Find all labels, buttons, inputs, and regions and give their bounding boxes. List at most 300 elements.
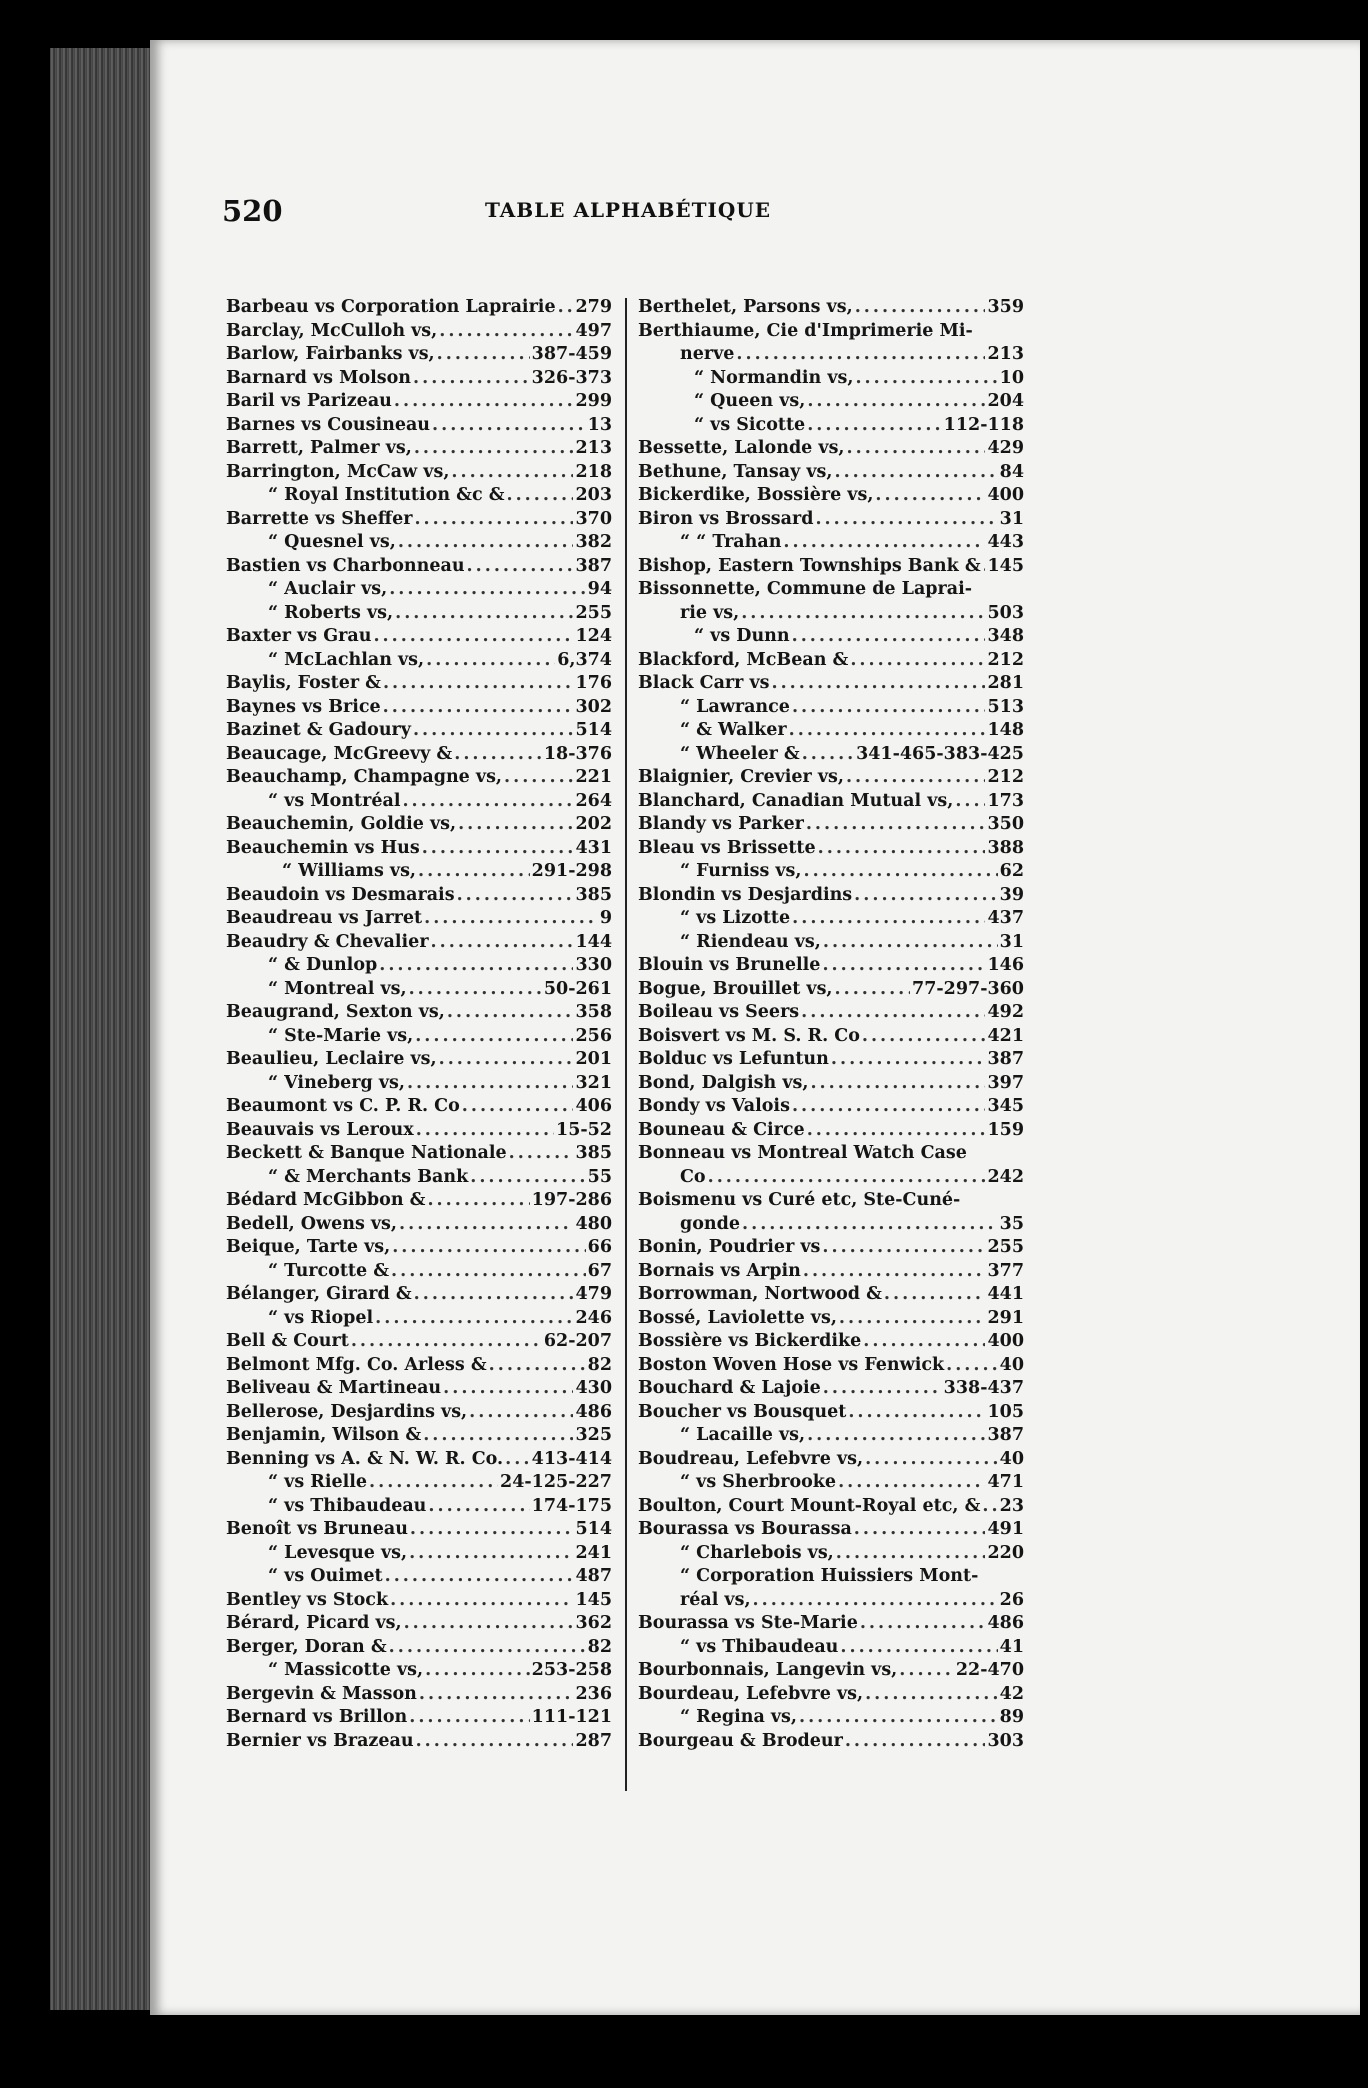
page-reference: 514 <box>575 1519 612 1539</box>
dot-leader <box>413 719 574 743</box>
dot-leader <box>792 625 986 649</box>
page-reference: 264 <box>575 790 612 811</box>
page-reference: 9 <box>599 908 612 928</box>
page-reference: 202 <box>575 814 612 834</box>
page-reference: 94 <box>587 579 612 599</box>
dot-leader <box>457 884 574 908</box>
page-reference: 397 <box>987 1072 1024 1093</box>
index-entry <box>638 1377 1024 1401</box>
page-reference: 31 <box>999 508 1024 529</box>
dot-leader <box>416 1119 554 1143</box>
entry-name: “ Vineberg vs, <box>268 1072 405 1093</box>
page-reference: 82 <box>587 1636 612 1657</box>
entry-name: Bickerdike, Bossière vs, <box>638 485 874 505</box>
page-reference: 400 <box>987 485 1024 505</box>
index-entry <box>638 484 1024 508</box>
dot-leader <box>848 1401 985 1425</box>
entry-name: Barlow, Fairbanks vs, <box>226 344 435 364</box>
index-entry <box>226 1518 612 1542</box>
page-reference: 370 <box>575 508 612 529</box>
index-entry <box>638 931 1024 955</box>
index-entry <box>226 1213 612 1237</box>
entry-name: Bossé, Laviolette vs, <box>638 1307 837 1328</box>
page-reference: 255 <box>575 602 612 623</box>
page-reference: 443 <box>987 532 1024 552</box>
page-reference: 67 <box>587 1260 612 1281</box>
dot-leader <box>946 1354 998 1378</box>
dot-leader <box>823 931 998 955</box>
dot-leader <box>407 1072 574 1096</box>
entry-name: Bleau vs Brissette <box>638 837 816 858</box>
entry-name: Barclay, McCulloh vs, <box>226 320 438 341</box>
page-reference: 358 <box>575 1002 612 1022</box>
entry-name: Bazinet & Gadoury <box>226 720 411 740</box>
entry-name: “ Montreal vs, <box>268 978 407 999</box>
index-entry <box>638 602 1024 626</box>
page-reference: 84 <box>999 461 1024 482</box>
dot-leader <box>419 1683 574 1707</box>
dot-leader <box>391 1260 586 1284</box>
page-reference: 31 <box>999 931 1024 952</box>
entry-name: Benning vs A. & N. W. R. Co. <box>226 1448 504 1469</box>
dot-leader <box>955 790 985 814</box>
dot-leader <box>415 1025 573 1049</box>
dot-leader <box>803 1260 986 1284</box>
dot-leader <box>822 954 985 978</box>
page-reference: 486 <box>987 1613 1024 1633</box>
entry-name: “ & Dunlop <box>268 955 378 975</box>
index-entry <box>638 320 1024 344</box>
entry-name: Beauchemin, Goldie vs, <box>226 814 457 834</box>
entry-name: Benoît vs Bruneau <box>226 1519 408 1539</box>
dot-leader <box>390 1589 573 1613</box>
entry-name: Bastien vs Charbonneau <box>226 555 465 576</box>
page-reference: 321 <box>575 1072 612 1093</box>
index-entry <box>226 320 612 344</box>
dot-leader <box>427 1189 529 1213</box>
entry-name: Beaudry & Chevalier <box>226 931 429 952</box>
entry-name: Berthelet, Parsons vs, <box>638 297 853 317</box>
dot-leader <box>792 696 986 720</box>
dot-leader <box>783 531 985 555</box>
index-entry <box>226 1189 612 1213</box>
page-reference: 255 <box>987 1237 1024 1257</box>
entry-name: “ vs Dunn <box>694 626 790 646</box>
index-entry <box>226 1095 612 1119</box>
entry-name: Barrington, McCaw vs, <box>226 461 450 482</box>
page-reference: 359 <box>987 297 1024 317</box>
dot-leader <box>369 1471 498 1495</box>
page-reference: 480 <box>575 1213 612 1234</box>
index-entry <box>638 1213 1024 1237</box>
index-entry <box>226 1448 612 1472</box>
page-reference: 40 <box>999 1448 1024 1469</box>
entry-name: “ Normandin vs, <box>694 367 854 388</box>
dot-leader <box>807 1424 985 1448</box>
page-reference: 148 <box>987 720 1024 740</box>
index-entry <box>226 1119 612 1143</box>
dot-leader <box>418 860 530 884</box>
index-entry <box>638 1471 1024 1495</box>
page-reference: 291 <box>987 1307 1024 1328</box>
entry-name: Blaignier, Crevier vs, <box>638 767 844 787</box>
dot-leader <box>379 954 573 978</box>
index-entry <box>638 1706 1024 1730</box>
entry-name: “ vs Sherbrooke <box>680 1472 837 1492</box>
entry-name: “ Furniss vs, <box>680 861 802 881</box>
entry-name: Bouchard & Lajoie <box>638 1378 821 1398</box>
running-head-title: TABLE ALPHABÉTIQUE <box>485 198 772 222</box>
entry-name: “ Queen vs, <box>694 391 806 411</box>
index-entry <box>638 578 1024 602</box>
dot-leader <box>840 1636 997 1660</box>
entry-name: “ vs Lizotte <box>680 908 791 928</box>
index-entry <box>638 978 1024 1002</box>
dot-leader <box>402 790 573 814</box>
dot-leader <box>413 367 530 391</box>
dot-leader <box>982 1495 997 1519</box>
dot-leader <box>855 367 997 391</box>
entry-name: Boudreau, Lefebvre vs, <box>638 1448 864 1469</box>
entry-name: Bond, Dalgish vs, <box>638 1072 809 1093</box>
index-entry <box>638 884 1024 908</box>
dot-leader <box>392 1236 585 1260</box>
index-entry <box>226 1001 612 1025</box>
dot-leader <box>424 907 598 931</box>
index-entry <box>638 1354 1024 1378</box>
entry-name: “ vs Thibaudeau <box>268 1495 427 1516</box>
entry-name: Bourbonnais, Langevin vs, <box>638 1660 898 1680</box>
page-reference: 431 <box>575 837 612 858</box>
index-entry <box>226 719 612 743</box>
entry-name: “ & Walker <box>680 720 787 740</box>
dot-leader <box>708 1166 986 1190</box>
entry-name: Bélanger, Girard & <box>226 1284 412 1304</box>
dot-leader <box>854 884 997 908</box>
page-reference: 221 <box>575 767 612 787</box>
dot-leader <box>462 1095 574 1119</box>
page-reference: 40 <box>999 1354 1024 1375</box>
index-entry <box>638 766 1024 790</box>
index-entry <box>226 602 612 626</box>
index-entry <box>226 860 612 884</box>
page-reference: 503 <box>987 602 1024 623</box>
page-reference: 429 <box>987 438 1024 458</box>
index-entry <box>638 1518 1024 1542</box>
index-entry <box>638 1683 1024 1707</box>
entry-name: Bernard vs Brillon <box>226 1707 408 1727</box>
dot-leader <box>865 1448 998 1472</box>
index-entry <box>638 508 1024 532</box>
index-entry <box>226 1683 612 1707</box>
entry-name: Bourassa vs Ste-Marie <box>638 1613 858 1633</box>
entry-name: Blackford, McBean & <box>638 649 849 670</box>
page-reference: 22-470 <box>955 1660 1024 1680</box>
entry-name: Bessette, Lalonde vs, <box>638 438 845 458</box>
index-entry <box>226 1048 612 1072</box>
entry-name: “ Auclair vs, <box>268 579 388 599</box>
entry-name: Benjamin, Wilson & <box>226 1425 422 1445</box>
page-reference: 145 <box>575 1589 612 1610</box>
index-entry <box>638 1236 1024 1260</box>
dot-leader <box>862 1025 986 1049</box>
dot-leader <box>389 1636 586 1660</box>
entry-name: Bedell, Owens vs, <box>226 1213 398 1234</box>
entry-name: Belmont Mfg. Co. Arless & <box>226 1354 487 1375</box>
page-reference: 201 <box>575 1049 612 1069</box>
page-reference: 212 <box>987 767 1024 787</box>
entry-name: Beaudreau vs Jarret <box>226 908 423 928</box>
index-entry <box>638 1330 1024 1354</box>
page-reference: 246 <box>575 1307 612 1328</box>
index-entry <box>226 296 612 320</box>
page-reference: 176 <box>575 673 612 693</box>
page-reference: 287 <box>575 1730 612 1751</box>
index-entry <box>638 743 1024 767</box>
page-reference: 491 <box>987 1519 1024 1539</box>
entry-name: “ Corporation Huissiers Mont- <box>680 1566 979 1586</box>
index-entry <box>226 1706 612 1730</box>
entry-name: Beauchamp, Champagne vs, <box>226 767 503 787</box>
entry-name: Blanchard, Canadian Mutual vs, <box>638 790 954 811</box>
index-entry <box>226 954 612 978</box>
index-entry <box>226 1330 612 1354</box>
index-entry <box>638 813 1024 837</box>
dot-leader <box>432 414 586 438</box>
dot-leader <box>799 1706 998 1730</box>
entry-name: Bédard McGibbon & <box>226 1190 426 1210</box>
index-entry <box>638 860 1024 884</box>
page-reference: 39 <box>999 884 1024 905</box>
page-reference: 362 <box>575 1613 612 1633</box>
entry-name: Bossière vs Bickerdike <box>638 1331 862 1351</box>
page-reference: 256 <box>575 1025 612 1046</box>
dot-leader <box>850 649 985 673</box>
index-entry <box>638 343 1024 367</box>
index-entry <box>226 1589 612 1613</box>
page-reference: 350 <box>987 814 1024 834</box>
dot-leader <box>509 1142 574 1166</box>
dot-leader <box>454 743 542 767</box>
page-reference: 492 <box>987 1002 1024 1022</box>
index-entry <box>638 1424 1024 1448</box>
dot-leader <box>489 1354 586 1378</box>
dot-leader <box>801 1001 985 1025</box>
dot-leader <box>389 578 585 602</box>
entry-name: Barrett, Palmer vs, <box>226 438 412 458</box>
index-entry <box>226 884 612 908</box>
entry-name: Beauchemin vs Hus <box>226 837 420 858</box>
entry-name: Bornais vs Arpin <box>638 1260 801 1281</box>
page-reference: 338-437 <box>943 1378 1024 1398</box>
index-entry <box>226 978 612 1002</box>
dot-leader <box>351 1330 542 1354</box>
page-reference: 112-118 <box>943 414 1024 435</box>
dot-leader <box>470 1166 585 1190</box>
page-reference: 15-52 <box>556 1119 612 1140</box>
entry-name: “ Williams vs, <box>282 861 417 881</box>
dot-leader <box>409 1706 529 1730</box>
dot-leader <box>431 931 574 955</box>
entry-name: Bourassa vs Bourassa <box>638 1519 852 1539</box>
index-entry <box>638 1495 1024 1519</box>
entry-name: gonde <box>680 1213 741 1234</box>
page-reference: 213 <box>987 344 1024 364</box>
page-reference: 50-261 <box>543 978 612 999</box>
entry-name: Bourgeau & Brodeur <box>638 1730 843 1751</box>
page-reference: 23 <box>999 1495 1024 1516</box>
entry-name: “ Ste-Marie vs, <box>268 1025 414 1046</box>
page-reference: 26 <box>999 1589 1024 1610</box>
column-divider <box>625 298 627 1791</box>
dot-leader <box>423 1424 573 1448</box>
page-reference: 35 <box>999 1213 1024 1234</box>
index-entry <box>226 813 612 837</box>
index-entry <box>638 1142 1024 1166</box>
dot-leader <box>823 1377 942 1401</box>
entry-name: Bolduc vs Lefuntun <box>638 1049 829 1069</box>
dot-leader <box>771 672 985 696</box>
dot-leader <box>807 390 985 414</box>
page-reference: 486 <box>575 1401 612 1422</box>
entry-name: “ vs Rielle <box>268 1472 368 1492</box>
dot-leader <box>505 1448 530 1472</box>
index-entry <box>226 1260 612 1284</box>
page-reference: 144 <box>575 931 612 952</box>
index-entry <box>226 1730 612 1754</box>
dot-leader <box>838 1471 985 1495</box>
index-entry <box>226 1565 612 1589</box>
page-reference: 55 <box>587 1166 612 1187</box>
page-reference: 253-258 <box>531 1660 612 1680</box>
entry-name: Beaudoin vs Desmarais <box>226 884 455 905</box>
page-reference: 62 <box>999 861 1024 881</box>
index-entry <box>638 531 1024 555</box>
page-reference: 197-286 <box>531 1190 612 1210</box>
entry-name: Bouneau & Circe <box>638 1119 805 1140</box>
index-entry <box>226 1142 612 1166</box>
dot-leader <box>416 1730 574 1754</box>
index-entry <box>226 1401 612 1425</box>
entry-name: “ vs Thibaudeau <box>680 1636 839 1657</box>
page-reference: 24-125-227 <box>500 1472 612 1492</box>
index-entry <box>226 1471 612 1495</box>
index-entry <box>226 837 612 861</box>
entry-name: “ Royal Institution &c & <box>268 485 505 505</box>
dot-leader <box>860 1612 986 1636</box>
page-reference: 203 <box>575 485 612 505</box>
index-entry <box>226 367 612 391</box>
entry-name: Borrowman, Nortwood & <box>638 1284 882 1304</box>
entry-name: Bentley vs Stock <box>226 1589 389 1610</box>
page-reference: 124 <box>575 626 612 646</box>
index-entry <box>638 837 1024 861</box>
page-reference: 341-465-383-425 <box>856 743 1024 764</box>
dot-leader <box>806 813 986 837</box>
page-reference: 236 <box>575 1683 612 1704</box>
page-reference: 13 <box>587 414 612 435</box>
page-reference: 348 <box>987 626 1024 646</box>
page-reference: 220 <box>987 1542 1024 1563</box>
index-entry <box>638 437 1024 461</box>
dot-leader <box>846 766 986 790</box>
dot-leader <box>404 1612 574 1636</box>
dot-leader <box>469 1401 573 1425</box>
page-reference: 479 <box>575 1284 612 1304</box>
dot-leader <box>818 837 986 861</box>
index-entry <box>226 390 612 414</box>
page-reference: 330 <box>575 955 612 975</box>
entry-name: “ vs Montréal <box>268 790 401 811</box>
entry-name: “ vs Riopel <box>268 1307 374 1328</box>
dot-leader <box>414 1283 574 1307</box>
index-entry <box>226 1025 612 1049</box>
page-reference: 437 <box>987 908 1024 928</box>
entry-name: “ McLachlan vs, <box>268 649 425 670</box>
index-entry <box>638 1659 1024 1683</box>
page-reference: 487 <box>575 1566 612 1586</box>
entry-name: “ & Merchants Bank <box>268 1166 469 1187</box>
entry-name: Barnard vs Molson <box>226 367 412 388</box>
dot-leader <box>836 1542 986 1566</box>
page-reference: 385 <box>575 1143 612 1163</box>
index-entry <box>226 461 612 485</box>
index-entry <box>638 1166 1024 1190</box>
dot-leader <box>451 461 573 485</box>
index-entry <box>226 1072 612 1096</box>
page-reference: 325 <box>575 1425 612 1445</box>
entry-name: Baylis, Foster & <box>226 673 381 693</box>
dot-leader <box>834 461 997 485</box>
index-entry <box>638 696 1024 720</box>
dot-leader <box>439 1048 574 1072</box>
dot-leader <box>447 1001 574 1025</box>
entry-name: “ Quesnel vs, <box>268 532 396 552</box>
index-entry <box>638 1189 1024 1213</box>
entry-name: Bonneau vs Montreal Watch Case <box>638 1143 967 1163</box>
entry-name: Boisvert vs M. S. R. Co <box>638 1025 860 1046</box>
entry-name: “ Riendeau vs, <box>680 931 821 952</box>
index-entry <box>638 1612 1024 1636</box>
book-edge <box>50 48 160 2010</box>
index-entry <box>638 1072 1024 1096</box>
page-reference: 77-297-360 <box>912 978 1024 999</box>
dot-leader <box>507 484 574 508</box>
dot-leader <box>983 555 986 579</box>
entry-name: Barbeau vs Corporation Laprairie <box>226 297 556 317</box>
page-reference: 388 <box>987 837 1024 858</box>
page-reference: 430 <box>575 1378 612 1398</box>
index-entry <box>638 1636 1024 1660</box>
index-entry <box>638 1048 1024 1072</box>
index-entry <box>638 1095 1024 1119</box>
index-entry <box>638 414 1024 438</box>
index-entry <box>226 1636 612 1660</box>
index-column-right <box>638 296 1024 1753</box>
index-entry <box>638 790 1024 814</box>
entry-name: Boucher vs Bousquet <box>638 1401 847 1422</box>
index-entry <box>226 1424 612 1448</box>
dot-leader <box>753 1589 998 1613</box>
entry-name: Barrette vs Sheffer <box>226 508 413 529</box>
page-reference: 105 <box>987 1401 1024 1422</box>
entry-name: Blandy vs Parker <box>638 814 804 834</box>
page-reference: 400 <box>987 1331 1024 1351</box>
dot-leader <box>383 696 574 720</box>
index-entry <box>226 484 612 508</box>
entry-name: Baxter vs Grau <box>226 626 372 646</box>
entry-name: Bishop, Eastern Townships Bank & <box>638 555 981 576</box>
